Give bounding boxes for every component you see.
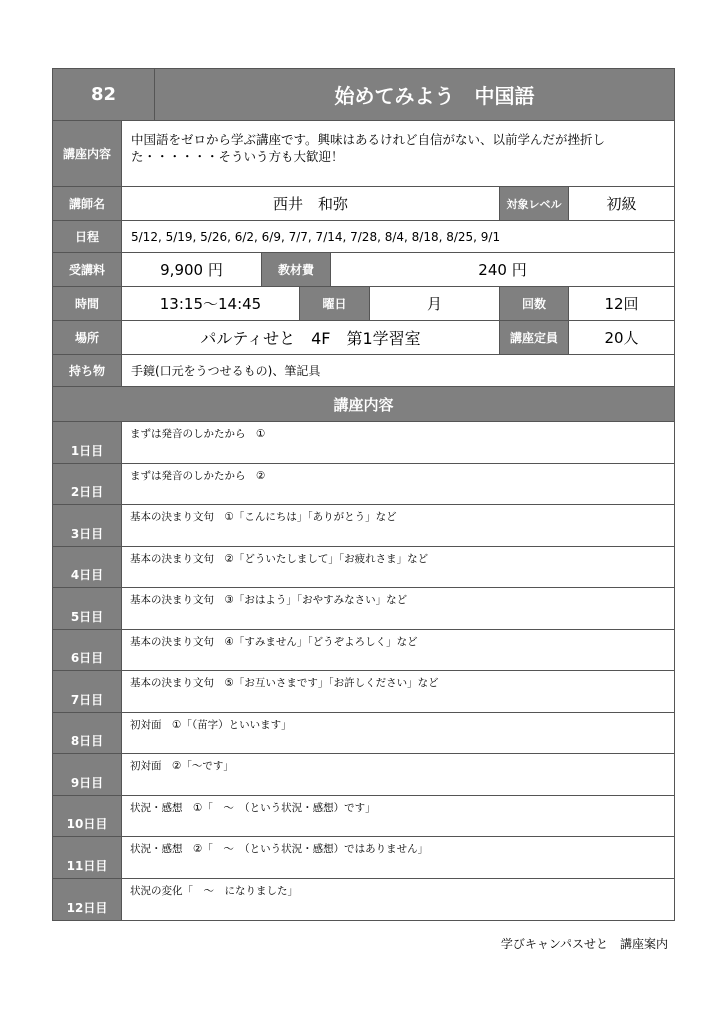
session-label: 3日目 — [53, 505, 122, 546]
description-row — [53, 121, 674, 187]
schedule-label: 日程 — [53, 221, 122, 252]
session-label: 8日目 — [53, 713, 122, 754]
session-label: 1日目 — [53, 422, 122, 463]
weekday-label: 曜日 — [300, 287, 370, 320]
time-value: 13:15～14:45 — [122, 287, 300, 320]
fee-value: 9,900 円 — [122, 253, 262, 286]
session-topic: 状況の変化「 ～ になりました」 — [130, 884, 298, 897]
belongings-label: 持ち物 — [53, 355, 122, 386]
session-label: 10日目 — [53, 796, 122, 837]
place-label: 場所 — [53, 321, 122, 354]
session-topic: 基本の決まり文句 ⑤「お互いさまです」「お許しください」など — [130, 677, 439, 689]
session-topic: 状況・感想 ②「 ～ （という状況・感想）ではありません」 — [130, 843, 429, 855]
course-title: 始めてみよう 中国語 — [334, 84, 535, 108]
fee-label: 受講料 — [53, 253, 122, 286]
session-topic: 基本の決まり文句 ④「すみません」「どうぞよろしく」など — [130, 635, 418, 648]
session-row — [53, 588, 674, 630]
course-header — [53, 69, 674, 121]
instructor-row — [53, 187, 674, 221]
session-label: 11日目 — [53, 837, 122, 878]
session-row — [53, 671, 674, 713]
session-label: 12日目 — [53, 879, 122, 921]
session-topic: 基本の決まり文句 ②「どういたしまして」「お疲れさま」など — [130, 552, 429, 565]
belongings-value: 手鏡(口元をうつせるもの)、筆記具 — [131, 364, 321, 378]
session-label: 7日目 — [53, 671, 122, 712]
session-row — [53, 422, 674, 464]
session-topic: まずは発音のしかたから ① — [130, 428, 266, 440]
course-sheet — [52, 68, 675, 921]
session-topic: 状況・感想 ①「 ～ （という状況・感想）です」 — [130, 801, 376, 814]
session-row — [53, 879, 674, 921]
session-row — [53, 837, 674, 879]
count-value: 12回 — [604, 295, 639, 313]
belongings-row — [53, 355, 674, 387]
session-row — [53, 505, 674, 547]
session-topic: まずは発音のしかたから ② — [130, 469, 266, 482]
session-label: 4日目 — [53, 547, 122, 588]
session-row — [53, 754, 674, 796]
capacity-value: 20人 — [604, 329, 639, 347]
sessions-list — [53, 422, 674, 920]
course-number: 82 — [53, 69, 155, 120]
session-row — [53, 630, 674, 672]
session-row — [53, 713, 674, 755]
level-value: 初級 — [606, 195, 637, 213]
schedule-row — [53, 221, 674, 253]
session-topic: 基本の決まり文句 ①「こんにちは」「ありがとう」など — [130, 511, 397, 523]
session-label: 2日目 — [53, 464, 122, 505]
fee-row — [53, 253, 674, 287]
session-label: 5日目 — [53, 588, 122, 629]
session-topic: 基本の決まり文句 ③「おはよう」「おやすみなさい」など — [130, 594, 408, 606]
time-row — [53, 287, 674, 321]
place-value: パルティせと 4F 第1学習室 — [122, 321, 500, 354]
instructor-value: 西井 和弥 — [122, 187, 500, 220]
place-row — [53, 321, 674, 355]
instructor-label: 講師名 — [53, 187, 122, 220]
materials-value: 240 円 — [478, 261, 527, 279]
description-label: 講座内容 — [53, 121, 122, 186]
session-row — [53, 796, 674, 838]
count-label: 回数 — [500, 287, 569, 320]
session-row — [53, 464, 674, 506]
schedule-value: 5/12, 5/19, 5/26, 6/2, 6/9, 7/7, 7/14, 7/28, 8/4, 8/18, 8/25, 9/1 — [131, 229, 501, 244]
session-row — [53, 547, 674, 589]
footer-text: 学びキャンパスせと 講座案内 — [500, 937, 668, 951]
session-topic: 初対面 ②「～です」 — [130, 760, 234, 772]
session-label: 9日目 — [53, 754, 122, 795]
description-text: 中国語をゼロから学ぶ講座です。興味はあるけれど自信がない、以前学んだが挫折した・・・・・・そういう方も大歓迎！ — [131, 132, 606, 164]
session-label: 6日目 — [53, 630, 122, 671]
sessions-title: 講座内容 — [53, 387, 674, 422]
time-label: 時間 — [53, 287, 122, 320]
materials-label: 教材費 — [262, 253, 331, 286]
level-label: 対象レベル — [500, 187, 569, 220]
session-topic: 初対面 ①「（苗字）といいます」 — [130, 718, 292, 731]
weekday-value: 月 — [370, 287, 500, 320]
capacity-label: 講座定員 — [500, 321, 569, 354]
